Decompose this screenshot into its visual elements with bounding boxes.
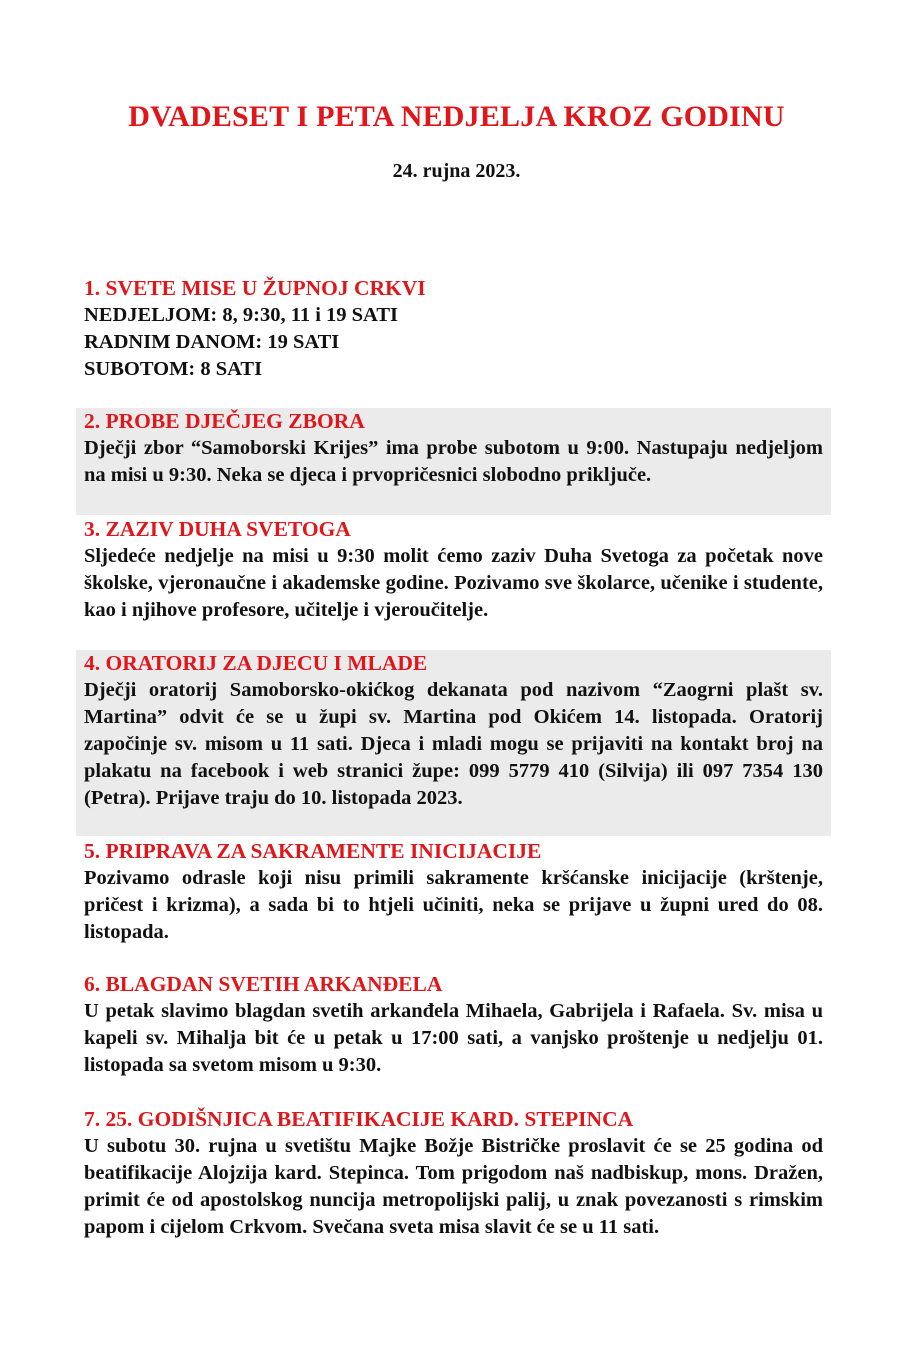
section-text: U subotu 30. rujna u svetištu Majke Božje Bistričke proslavit će se 25 godina od beatifikacije Alojzija kard. Stepinca. Tom prigodom naš nadbiskup, mons. Dražen, primit će od apostolskog nuncija metropolijski palij, u znak povezanosti s rimskim papom i cijelom Crkvom. Svečana sveta misa slavit će se u 11 sati. [84, 1135, 823, 1238]
section-heading: 7. 25. GODIŠNJICA BEATIFIKACIJE KARD. STEPINCA [84, 1107, 634, 1131]
section-text: U petak slavimo blagdan svetih arkanđela Mihaela, Gabrijela i Rafaela. Sv. misa u kapeli sv. Mihalja bit će u petak u 17:00 sati, a vanjsko proštenje u nedjelju 01. listopada sa svetom misom u 9:30. [84, 1000, 823, 1076]
section-heading: 5. PRIPRAVA ZA SAKRAMENTE INICIJACIJE [84, 839, 542, 863]
page-title: DVADESET I PETA NEDJELJA KROZ GODINU [128, 100, 785, 133]
section-text: Sljedeće nedjelje na misi u 9:30 molit ćemo zaziv Duha Svetoga za početak nove školske, vjeronaučne i akademske godine. Pozivamo sve školarce, učenike i studente, kao i njihove profesore, učitelje i vjeroučitelje. [84, 545, 823, 621]
schedule-line: SUBOTOM: 8 SATI [84, 358, 263, 380]
section-heading: 6. BLAGDAN SVETIH ARKANĐELA [84, 972, 443, 996]
section-heading: 2. PROBE DJEČJEG ZBORA [84, 409, 365, 433]
section-heading: 4. ORATORIJ ZA DJECU I MLADE [84, 651, 428, 675]
section-heading: 1. SVETE MISE U ŽUPNOJ CRKVI [84, 276, 426, 300]
section-oratory [76, 650, 831, 836]
section-text: Dječji oratorij Samoborsko-okićkog dekanata pod nazivom “Zaogrni plašt sv. Martina” odvit će se u župi sv. Martina pod Okićem 14. listopada. Oratorij započinje sv. misom u 11 sati. Djeca i mladi mogu se prijaviti na kontakt broj na plakatu na facebook i web stranici župe: 099 5779 410 (Silvija) ili 097 7354 130 (Petra). Prijave traju do 10. listopada 2023. [84, 679, 823, 809]
section-text: Dječji zbor “Samoborski Krijes” ima probe subotom u 9:00. Nastupaju nedjeljom na misi u 9:30. Neka se djeca i prvopričesnici slobodno priključe. [84, 437, 823, 486]
schedule-line: NEDJELJOM: 8, 9:30, 11 i 19 SATI [84, 304, 398, 326]
section-heading: 3. ZAZIV DUHA SVETOGA [84, 517, 351, 541]
section-archangels [76, 971, 831, 1079]
page-date: 24. rujna 2023. [392, 160, 521, 182]
section-choir [76, 408, 831, 515]
schedule-line: RADNIM DANOM: 19 SATI [84, 331, 340, 353]
section-initiation [76, 838, 831, 946]
section-stepinac [76, 1106, 831, 1241]
section-holy-spirit [76, 516, 831, 624]
section-masses [76, 275, 831, 383]
section-text: Pozivamo odrasle koji nisu primili sakramente kršćanske inicijacije (krštenje, pričest i krizma), a sada bi to htjeli učiniti, neka se prijave u župni ured do 08. listopada. [84, 867, 823, 943]
